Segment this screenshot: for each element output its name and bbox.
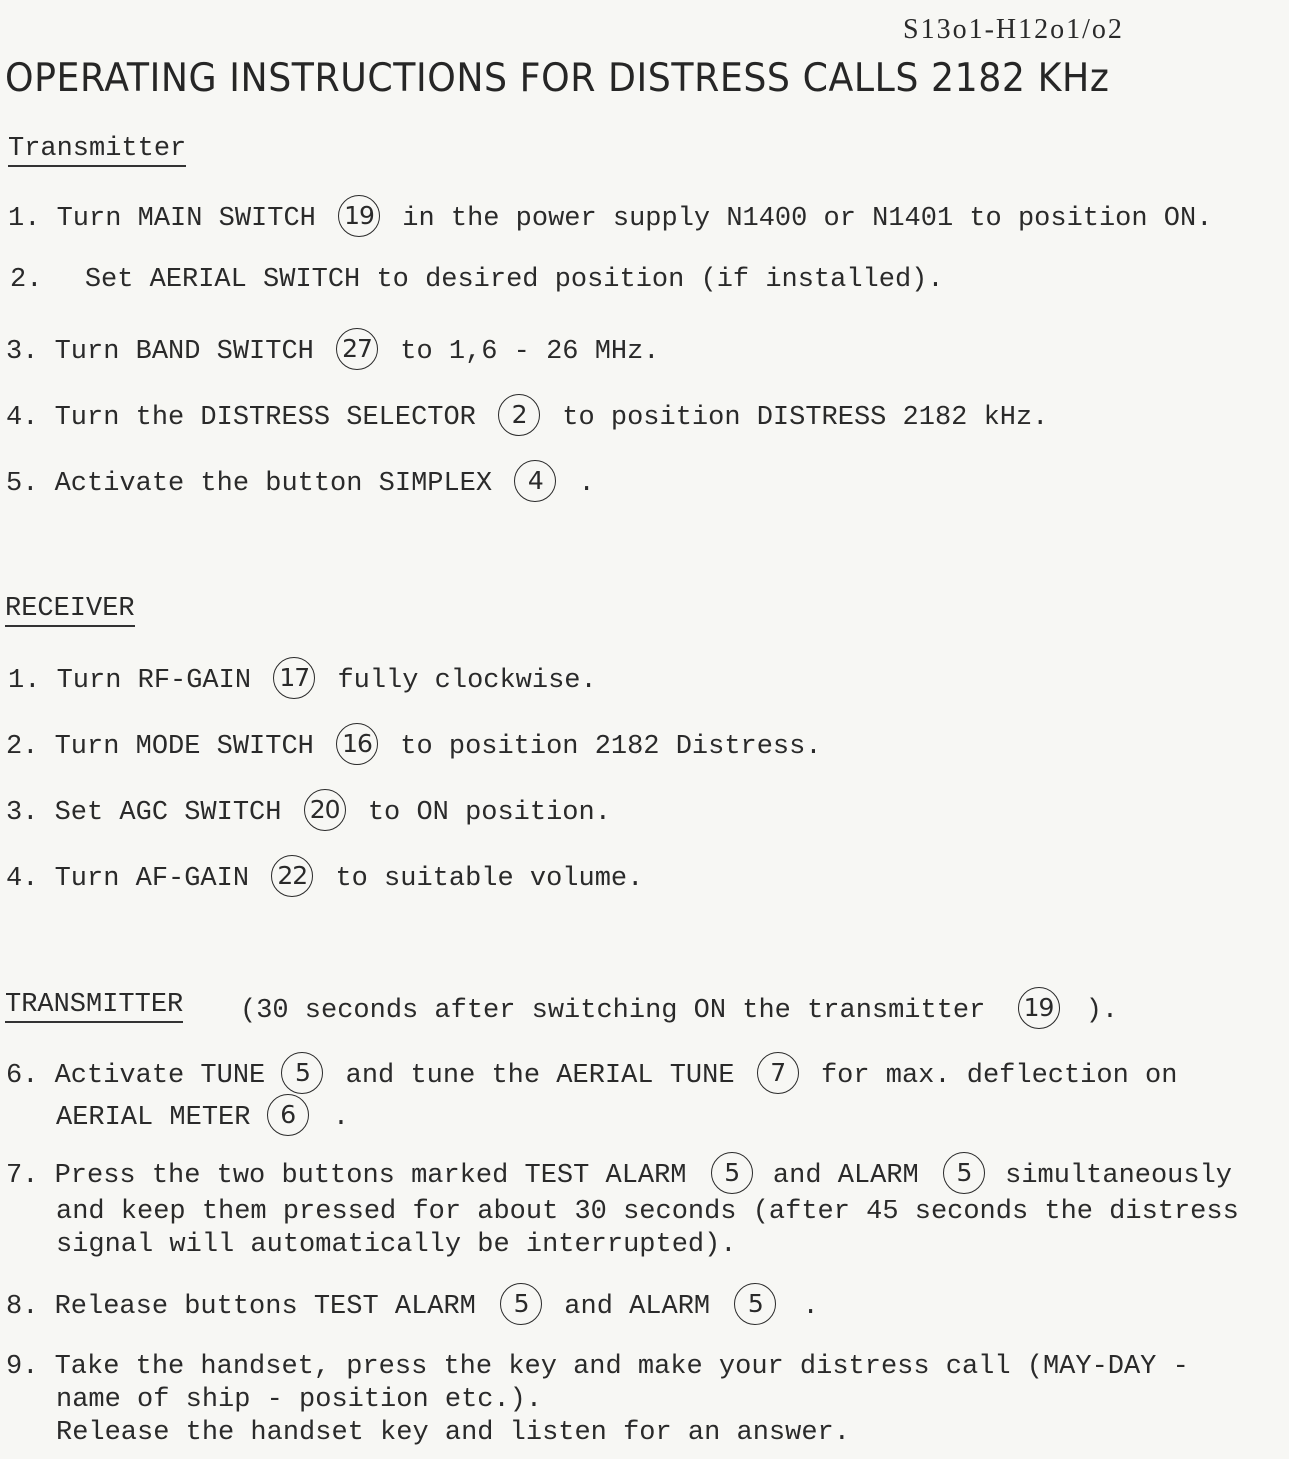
transmitter-2-heading: TRANSMITTER <box>5 990 183 1023</box>
step-text: to ON position. <box>367 798 611 829</box>
step-text: . <box>578 469 595 500</box>
step-text: to 1,6 - 26 MHz. <box>400 337 660 368</box>
step-text: and tune the AERIAL TUNE <box>345 1061 735 1092</box>
transmitter-2-note <box>240 989 1118 1031</box>
ref-number-circle: 19 <box>1018 987 1060 1029</box>
step-number: 1. <box>8 204 41 235</box>
step-text: Turn the DISTRESS SELECTOR <box>54 403 476 434</box>
note-text: (30 seconds after switching ON the transmitter <box>240 996 986 1027</box>
note-text: ). <box>1085 996 1119 1027</box>
ref-number-circle: 5 <box>734 1283 776 1325</box>
step-text: fully clockwise. <box>337 666 597 697</box>
step-text: Turn RF-GAIN <box>56 666 252 697</box>
transmitter-heading: Transmitter <box>8 134 186 167</box>
step-text: . <box>332 1103 350 1134</box>
ref-number-circle: 4 <box>514 460 556 502</box>
step-text: AERIAL METER <box>56 1103 251 1134</box>
step-text: to position 2182 Distress. <box>400 732 822 763</box>
step-text: to position DISTRESS 2182 kHz. <box>562 403 1049 434</box>
transmitter-2-step-8 <box>6 1285 819 1327</box>
transmitter-2-step-7 <box>6 1154 1239 1262</box>
step-continuation <box>6 1096 1177 1138</box>
step-text: Activate the button SIMPLEX <box>54 469 493 500</box>
step-text: for max. deflection on <box>820 1061 1178 1092</box>
step-text: Turn AF-GAIN <box>54 864 250 895</box>
step-number: 4. <box>6 864 39 895</box>
receiver-step-1 <box>8 659 597 701</box>
transmitter-step-5 <box>6 462 595 504</box>
ref-number-circle: 6 <box>267 1094 309 1136</box>
step-number: 2. <box>10 265 43 295</box>
step-number: 3. <box>6 798 39 829</box>
transmitter-step-1 <box>8 197 1212 239</box>
step-number: 6. <box>6 1061 39 1092</box>
step-text: Set AERIAL SWITCH to desired position (if installed). <box>84 265 944 295</box>
page-title: OPERATING INSTRUCTIONS FOR DISTRESS CALLS 2182 KHz <box>5 56 1110 101</box>
ref-number-circle: 5 <box>943 1152 985 1194</box>
step-text: Turn MAIN SWITCH <box>56 204 316 235</box>
ref-number-circle: 22 <box>271 855 313 897</box>
step-text: and ALARM <box>564 1292 711 1323</box>
ref-number-circle: 19 <box>338 195 380 237</box>
receiver-step-2 <box>6 725 822 767</box>
transmitter-step-4 <box>6 396 1048 438</box>
step-text: Activate TUNE <box>54 1061 266 1092</box>
ref-number-circle: 7 <box>757 1052 799 1094</box>
step-number: 2. <box>6 732 39 763</box>
transmitter-2-step-9 <box>6 1351 1189 1450</box>
document-reference: S13o1-H12o1/o2 <box>903 14 1124 45</box>
receiver-heading: RECEIVER <box>5 594 135 627</box>
step-text: Press the two buttons marked TEST ALARM <box>54 1161 687 1192</box>
step-text: Turn BAND SWITCH <box>54 337 314 368</box>
ref-number-circle: 5 <box>281 1052 323 1094</box>
transmitter-step-2 <box>10 264 944 297</box>
step-text: Turn MODE SWITCH <box>54 732 314 763</box>
step-continuation: name of ship - position etc.). <box>56 1385 543 1415</box>
step-number: 3. <box>6 337 39 368</box>
ref-number-circle: 27 <box>336 328 378 370</box>
step-number: 1. <box>8 666 41 697</box>
step-number: 5. <box>6 469 39 500</box>
ref-number-circle: 17 <box>273 657 315 699</box>
step-text: to suitable volume. <box>335 864 644 895</box>
step-continuation: signal will automatically be interrupted). <box>56 1230 737 1260</box>
transmitter-2-step-6 <box>6 1054 1177 1138</box>
transmitter-step-3 <box>6 330 660 372</box>
ref-number-circle: 5 <box>711 1152 753 1194</box>
step-number: 9. <box>6 1352 39 1382</box>
step-text: simultaneously <box>1005 1161 1232 1192</box>
step-text: Release buttons TEST ALARM <box>54 1292 476 1323</box>
step-continuation: Release the handset key and listen for an answer. <box>56 1418 850 1448</box>
ref-number-circle: 20 <box>304 789 346 831</box>
step-continuation: and keep them pressed for about 30 seconds (after 45 seconds the distress <box>56 1197 1239 1227</box>
step-number: 4. <box>6 403 39 434</box>
ref-number-circle: 5 <box>500 1283 542 1325</box>
step-text: in the power supply N1400 or N1401 to position ON. <box>402 204 1213 235</box>
receiver-step-3 <box>6 791 611 833</box>
step-text: . <box>802 1292 819 1323</box>
step-text: Take the handset, press the key and make your distress call (MAY-DAY - <box>54 1352 1189 1382</box>
receiver-step-4 <box>6 857 643 899</box>
step-number: 7. <box>6 1161 39 1192</box>
step-number: 8. <box>6 1292 39 1323</box>
step-text: Set AGC SWITCH <box>54 798 282 829</box>
ref-number-circle: 2 <box>498 394 540 436</box>
step-text: and ALARM <box>772 1161 919 1192</box>
ref-number-circle: 16 <box>336 723 378 765</box>
